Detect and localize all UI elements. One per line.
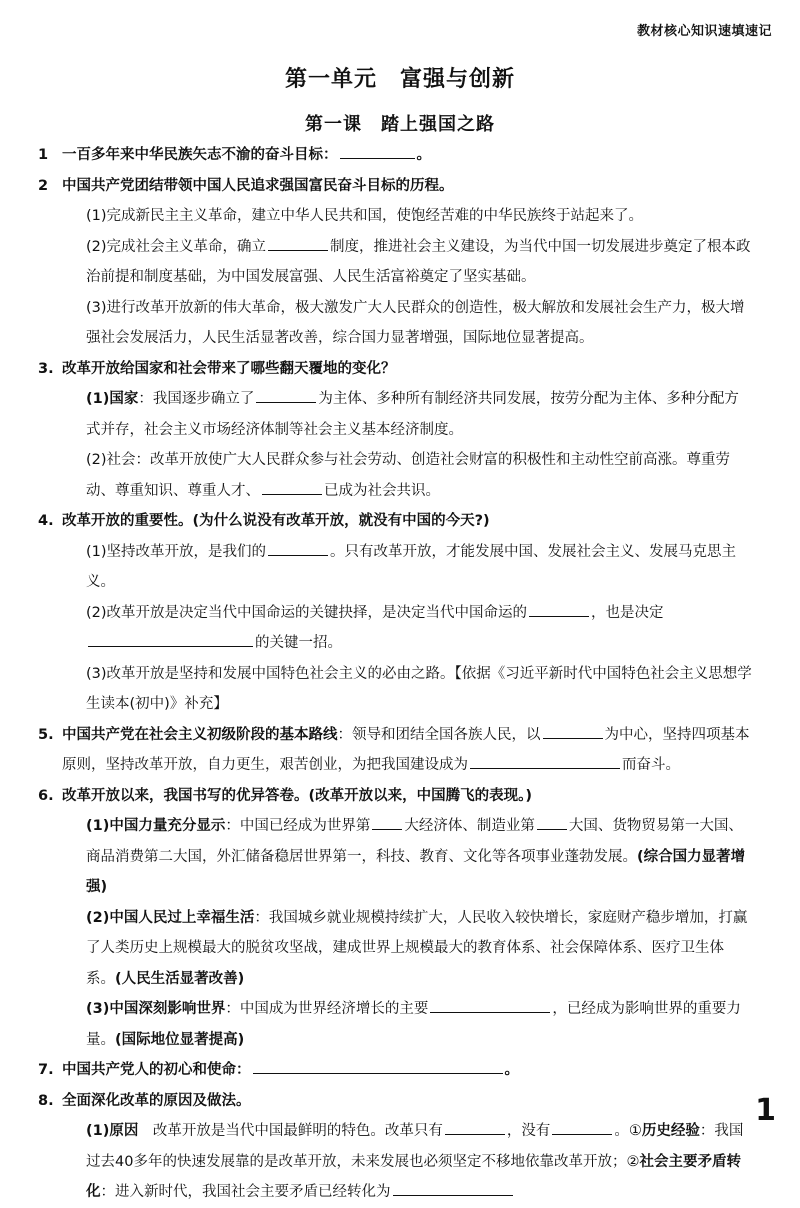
question-text: 一百多年来中华民族矢志不渝的奋斗目标： [62, 147, 338, 163]
question-text: 。 [416, 147, 431, 163]
question-title: 改革开放以来，我国书写的优异答卷。(改革开放以来，中国腾飞的表现。) [62, 787, 533, 804]
point-text: 改革开放是当代中国最鲜明的特色。改革只有 [138, 1123, 443, 1139]
question-number: 4. [38, 513, 54, 529]
answer-blank[interactable] [537, 811, 567, 830]
answer-blank[interactable] [372, 811, 402, 830]
point-text: ：我国城乡就业规模持续扩大，人民收入较快增长，家庭财产稳步增加，打赢了人类历史上规模最大的脱贫攻坚战，建成世界上规模最大的教育体系、社会保障体系、医疗卫生体系。 [86, 909, 748, 987]
question-4 [38, 506, 752, 537]
worksheet-content [38, 140, 752, 1208]
question-2 [38, 171, 752, 202]
point-label: (3)中国深刻影响世界 [86, 1001, 226, 1017]
question-number: 8. [38, 1092, 54, 1109]
question-4-point-2 [62, 598, 752, 659]
question-6-point-1 [62, 811, 752, 903]
point-note: (综合国力显著增强) [86, 848, 746, 895]
point-text: (2)社会：改革开放使广大人民群众参与社会劳动、创造社会财富的积极性和主动性空前高涨。尊重劳动、尊重知识、尊重人才、 [86, 452, 731, 499]
point-text: (2)改革开放是决定当代中国命运的关键抉择，是决定当代中国命运的 [86, 604, 528, 621]
point-label: 社会主要矛盾转化 [86, 1153, 741, 1200]
point-text: 的关键一招。 [255, 635, 342, 651]
question-5 [38, 720, 752, 781]
question-7 [38, 1055, 752, 1086]
question-title: 中国共产党团结带领中国人民追求强国富民奋斗目标的历程。 [62, 177, 454, 194]
question-label: 中国共产党在社会主义初级阶段的基本路线 [62, 726, 338, 743]
point-text: ：中国已经成为世界第 [225, 818, 371, 834]
source-note: 【依据《习近平新时代中国特色社会主义思想学生读本(初中)》补充】 [86, 665, 752, 712]
point-text: (2)完成社会主义革命，确立 [86, 238, 267, 255]
point-text: 制度，推进社会主义建设，为当代中国一切发展进步奠定了根本政治前提和制度基础，为中国发展富强、人民生活富裕奠定了坚实基础。 [86, 238, 751, 285]
answer-blank[interactable] [340, 140, 415, 159]
answer-blank[interactable] [552, 1116, 612, 1135]
question-title: 改革开放的重要性。(为什么说没有改革开放，就没有中国的今天?) [62, 513, 490, 529]
point-label: (2)中国人民过上幸福生活 [86, 909, 255, 926]
question-3-point-2 [62, 445, 752, 506]
answer-blank[interactable] [430, 994, 550, 1013]
question-number: 5. [38, 726, 54, 743]
point-label: 历史经验 [641, 1123, 700, 1139]
question-text: 。 [504, 1062, 519, 1078]
answer-blank[interactable] [262, 476, 322, 495]
question-3-point-1 [62, 384, 752, 445]
lesson-title: 第一课 踏上强国之路 [305, 114, 495, 135]
question-2-point-2 [62, 232, 752, 293]
question-4-point-1 [62, 537, 752, 598]
question-text: 为中心，坚持四项基本原则，坚持改革开放，自力更生，艰苦创业，为把我国建设成为 [62, 726, 750, 773]
answer-blank[interactable] [256, 384, 316, 403]
point-text: (1)坚持改革开放，是我们的 [86, 543, 267, 560]
question-number: 1 [38, 147, 49, 163]
point-text: (3)改革开放是坚持和发展中国特色社会主义的必由之路。 [86, 665, 455, 682]
answer-blank[interactable] [529, 598, 589, 617]
answer-blank[interactable] [445, 1116, 505, 1135]
page-number: 1 [755, 1093, 776, 1128]
unit-title: 第一单元 富强与创新 [284, 67, 515, 92]
point-text: ：进入新时代，我国社会主要矛盾已经转化为 [100, 1184, 391, 1200]
question-text: 而奋斗。 [622, 757, 680, 773]
question-title: 改革开放给国家和社会带来了哪些翻天覆地的变化？ [62, 360, 396, 377]
question-number: 2 [38, 177, 49, 194]
point-text: ：我国过去40多年的快速发展靠的是改革开放，未来发展也必须坚定不移地依靠改革开放；② [86, 1123, 744, 1170]
point-text: ，已经成为影响世界的重要力量。 [86, 1001, 741, 1048]
point-text: 大国、货物贸易第一大国、商品消费第二大国，外汇储备稳居世界第一，科技、教育、文化等各项事业蓬勃发展。 [86, 818, 743, 865]
point-label: (1)原因 [86, 1123, 139, 1139]
book-title: 教材核心知识速填速记 [636, 24, 772, 39]
question-6 [38, 781, 752, 812]
question-title: 全面深化改革的原因及做法。 [62, 1092, 251, 1109]
question-number: 7. [38, 1062, 54, 1078]
question-2-point-1 [62, 201, 752, 232]
question-1 [38, 140, 752, 171]
answer-blank[interactable] [88, 628, 253, 647]
question-4-point-3 [62, 659, 752, 720]
point-text: (3)进行改革开放新的伟大革命，极大激发广大人民群众的创造性，极大解放和发展社会生产力，极大增强社会发展活力，人民生活显著改善，综合国力显著增强，国际地位显著提高。 [86, 299, 745, 346]
point-text: ，也是决定 [591, 604, 664, 621]
answer-blank[interactable] [268, 232, 328, 251]
point-text: (1)完成新民主主义革命，建立中华人民共和国，使饱经苦难的中华民族终于站起来了。 [86, 208, 644, 224]
point-label: (1)中国力量充分显示 [86, 818, 226, 834]
point-text: 。① [614, 1123, 642, 1139]
answer-blank[interactable] [543, 720, 603, 739]
point-text: 已成为社会共识。 [324, 482, 440, 499]
question-text: ：领导和团结全国各族人民，以 [337, 726, 541, 743]
answer-blank[interactable] [268, 537, 328, 556]
question-3 [38, 354, 752, 385]
point-text: 大经济体、制造业第 [404, 818, 535, 834]
question-number: 6. [38, 787, 54, 804]
answer-blank[interactable] [253, 1055, 503, 1074]
point-text: ，没有 [506, 1123, 551, 1139]
point-label: (1)国家 [86, 391, 139, 407]
point-note: (人民生活显著改善) [115, 970, 245, 987]
point-text: ：我国逐步确立了 [138, 391, 255, 407]
point-text: ：中国成为世界经济增长的主要 [225, 1001, 429, 1017]
question-8-point-1 [62, 1116, 752, 1208]
question-number: 3. [38, 360, 54, 377]
question-6-point-2 [62, 903, 752, 995]
point-text: 为主体、多种所有制经济共同发展，按劳分配为主体、多种分配方式并存，社会主义市场经济体制等社会主义基本经济制度。 [86, 391, 739, 438]
question-2-point-3 [62, 293, 752, 354]
point-note: (国际地位显著提高) [115, 1031, 245, 1048]
point-text: 。只有改革开放，才能发展中国、发展社会主义、发展马克思主义。 [86, 543, 737, 590]
question-6-point-3 [62, 994, 752, 1055]
question-text: 中国共产党人的初心和使命： [62, 1062, 251, 1078]
answer-blank[interactable] [393, 1177, 513, 1196]
answer-blank[interactable] [470, 750, 620, 769]
question-8 [38, 1086, 752, 1117]
